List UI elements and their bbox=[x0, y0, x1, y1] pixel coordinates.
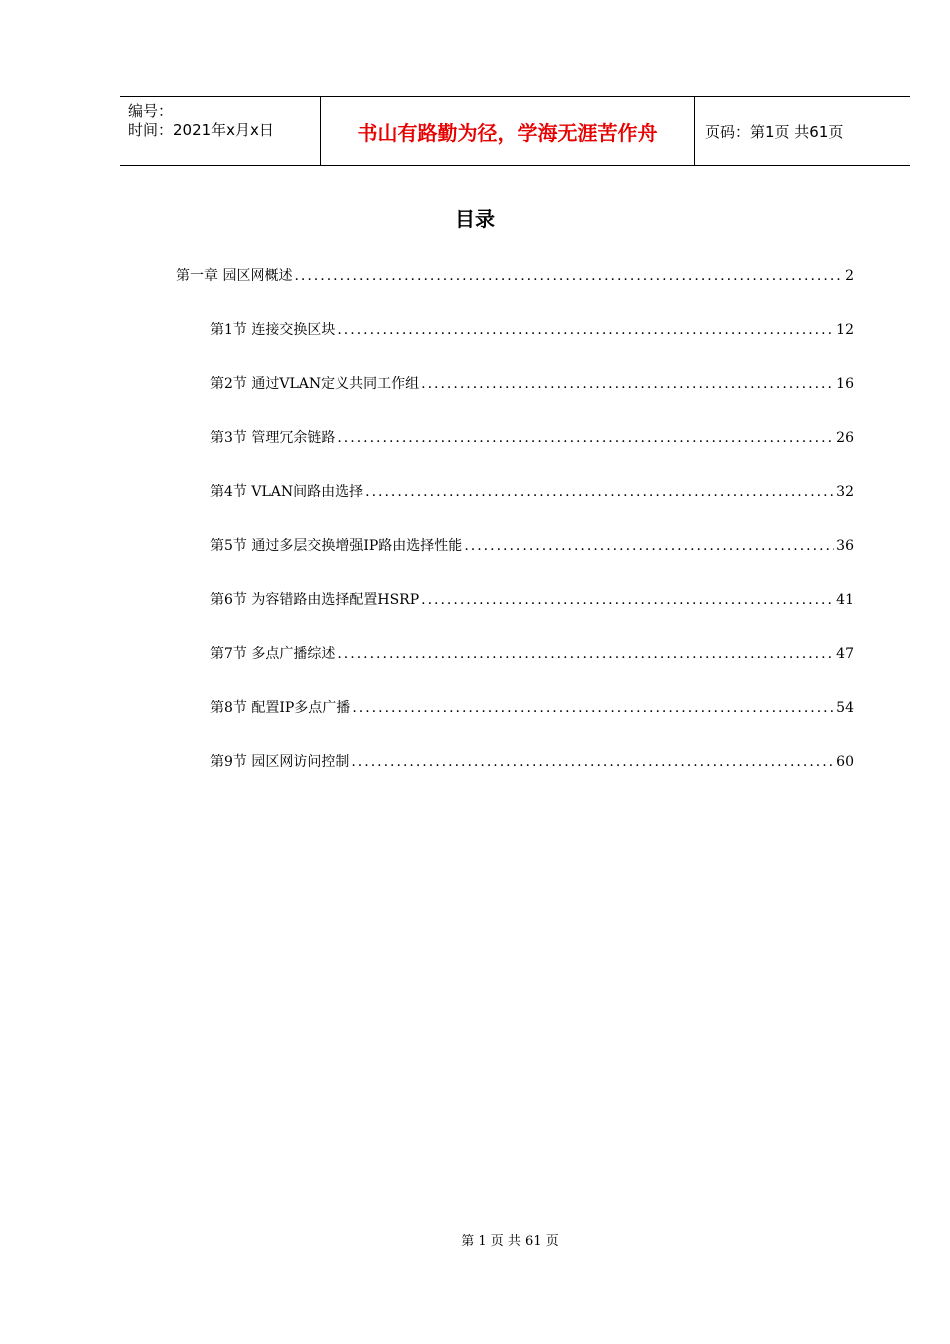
serial-label: 编号： bbox=[128, 102, 174, 120]
page-info-text: 页码：第1页 共61页 bbox=[705, 122, 844, 141]
toc-dot-leader bbox=[421, 376, 834, 392]
toc-entry-section-6[interactable] bbox=[210, 589, 854, 609]
motto-text: 书山有路勤为径，学海无涯苦作舟 bbox=[357, 120, 658, 145]
toc-entry-label: 第1节 连接交换区块 bbox=[210, 322, 336, 338]
toc-entry-chapter-1[interactable] bbox=[176, 265, 854, 285]
toc-entry-label: 第2节 通过VLAN定义共同工作组 bbox=[210, 376, 420, 392]
toc-dot-leader bbox=[464, 538, 834, 554]
toc-entry-page: 60 bbox=[836, 754, 854, 770]
toc-entry-label: 第一章 园区网概述 bbox=[176, 268, 293, 284]
toc-entry-section-5[interactable] bbox=[210, 535, 854, 555]
toc-entry-page: 41 bbox=[836, 592, 854, 608]
toc-dot-leader bbox=[294, 268, 843, 284]
toc-dot-leader bbox=[352, 700, 834, 716]
toc-dot-leader bbox=[351, 754, 834, 770]
toc-entry-label: 第7节 多点广播综述 bbox=[210, 646, 336, 662]
toc-dot-leader bbox=[421, 592, 834, 608]
header-meta-cell bbox=[120, 97, 321, 165]
toc-entry-section-8[interactable] bbox=[210, 697, 854, 717]
toc-entry-page: 16 bbox=[836, 376, 854, 392]
toc-entry-page: 32 bbox=[836, 484, 854, 500]
toc-entry-section-1[interactable] bbox=[210, 319, 854, 339]
toc-entry-page: 47 bbox=[836, 646, 854, 662]
page-footer: 第 1 页 共 61 页 bbox=[461, 1234, 559, 1249]
toc-entry-label: 第3节 管理冗余链路 bbox=[210, 430, 336, 446]
time-label: 时间：2021年x月x日 bbox=[128, 121, 274, 139]
toc-entry-label: 第9节 园区网访问控制 bbox=[210, 754, 350, 770]
toc-title: 目录 bbox=[455, 207, 495, 231]
toc-entry-label: 第5节 通过多层交换增强IP路由选择性能 bbox=[210, 538, 463, 554]
toc-entry-section-7[interactable] bbox=[210, 643, 854, 663]
toc-entry-section-4[interactable] bbox=[210, 481, 854, 501]
page-header bbox=[120, 96, 910, 166]
toc-entry-label: 第4节 VLAN间路由选择 bbox=[210, 484, 364, 500]
toc-entry-page: 26 bbox=[836, 430, 854, 446]
toc-entry-label: 第8节 配置IP多点广播 bbox=[210, 700, 351, 716]
toc-entry-page: 2 bbox=[845, 268, 854, 284]
toc-entry-page: 54 bbox=[836, 700, 854, 716]
motto-cell bbox=[321, 97, 695, 165]
toc-entry-section-2[interactable] bbox=[210, 373, 854, 393]
toc-dot-leader bbox=[365, 484, 834, 500]
toc-entry-page: 36 bbox=[836, 538, 854, 554]
toc-entry-section-9[interactable] bbox=[210, 751, 854, 771]
toc-dot-leader bbox=[337, 646, 834, 662]
toc-entry-section-3[interactable] bbox=[210, 427, 854, 447]
page-info-cell bbox=[695, 97, 910, 165]
toc-dot-leader bbox=[337, 322, 834, 338]
toc-entry-label: 第6节 为容错路由选择配置HSRP bbox=[210, 592, 420, 608]
toc-dot-leader bbox=[337, 430, 834, 446]
toc-entry-page: 12 bbox=[836, 322, 854, 338]
